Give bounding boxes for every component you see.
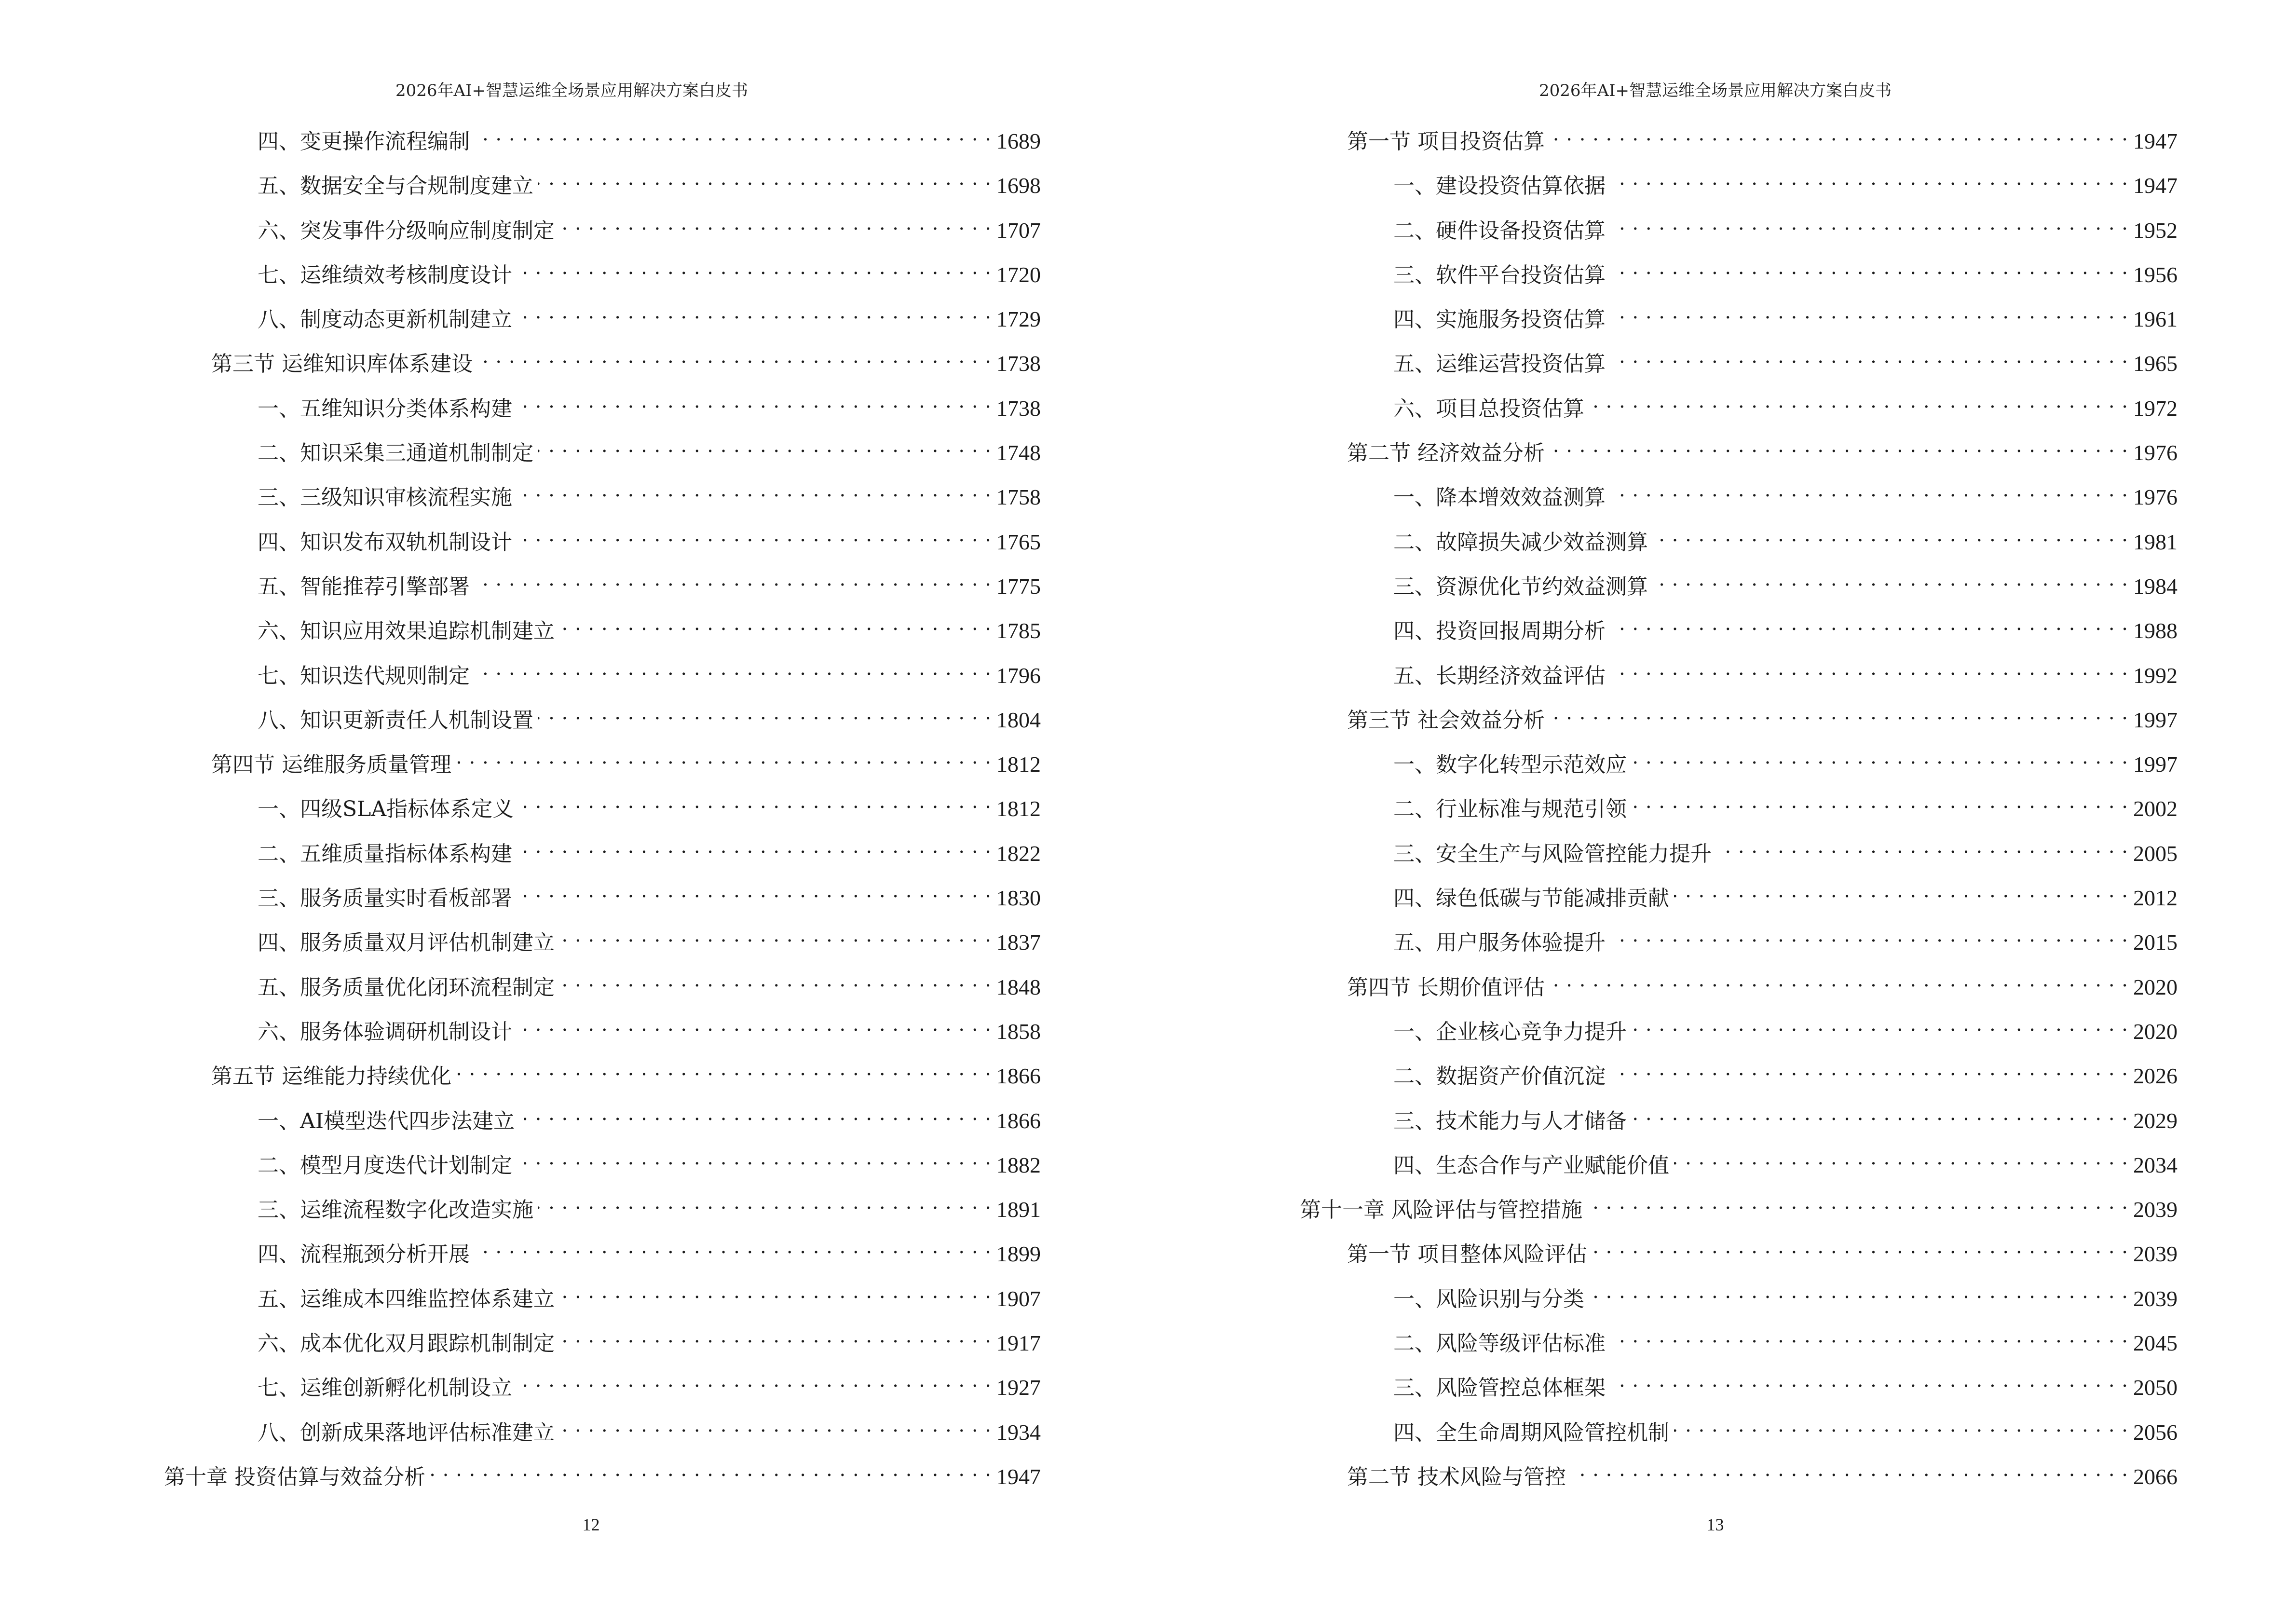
toc-entry-title: 六、知识应用效果追踪机制建立 [258,619,555,644]
dot-leader [559,966,992,995]
toc-entry-title: 三、技术能力与人才储备 [1393,1108,1627,1133]
dot-leader [518,787,992,816]
toc-entry-title: 三、资源优化节约效益测算 [1393,574,1648,599]
toc-entry-title: 五、长期经济效益评估 [1393,663,1606,688]
toc-entry-title: 第三节 社会效益分析 [1347,708,1545,733]
toc-entry-page-number: 2034 [2133,1152,2178,1177]
toc-entry-item[interactable] [1300,787,2178,832]
toc-entry-page-number: 2056 [2133,1419,2178,1445]
toc-entry-page-number: 2002 [2133,796,2178,821]
toc-entry-page-number: 2039 [2133,1197,2178,1222]
toc-entry-item[interactable] [164,1366,1041,1410]
toc-entry-page-number: 1907 [996,1286,1041,1311]
toc-entry-title: 四、绿色低碳与节能减排贡献 [1393,886,1669,911]
toc-entry-title: 二、行业标准与规范引领 [1393,797,1627,822]
dot-leader [1610,164,2128,193]
toc-entry-item[interactable] [164,120,1041,164]
toc-entry-item[interactable] [164,520,1041,565]
toc-entry-title: 三、三级知识审核流程实施 [258,485,512,510]
toc-entry-item[interactable] [164,164,1041,208]
page-number: 13 [1706,1515,1724,1534]
toc-entry-title: 第四节 长期价值评估 [1347,975,1545,1000]
toc-entry-item[interactable] [164,387,1041,431]
toc-entry-page-number: 1848 [996,974,1041,999]
dot-leader [517,298,992,327]
toc-entry-title: 一、AI模型迭代四步法建立 [258,1108,515,1133]
toc-entry-item[interactable] [1300,743,2178,787]
toc-entry-title: 四、生态合作与产业赋能价值 [1393,1153,1669,1178]
dot-leader [1674,876,2128,905]
toc-entry-page-number: 2045 [2133,1331,2178,1356]
toc-entry-title: 二、硬件设备投资估算 [1393,218,1606,243]
toc-entry-page-number: 1947 [996,1464,1041,1489]
toc-entry-title: 二、五维质量指标体系构建 [258,841,512,866]
toc-entry-item[interactable] [164,698,1041,743]
toc-entry-title: 一、降本增效效益测算 [1393,485,1606,510]
dot-leader [430,1455,992,1484]
toc-entry-title: 一、四级SLA指标体系定义 [258,797,514,822]
dot-leader [1592,1232,2128,1261]
dot-leader [1589,1277,2128,1306]
toc-entry-title: 六、突发事件分级响应制度制定 [258,218,555,243]
toc-entry-item[interactable] [1300,1099,2178,1144]
dot-leader [1610,1366,2128,1395]
toc-entry-page-number: 1738 [996,351,1041,376]
toc-entry-title: 二、知识采集三通道机制制定 [258,441,533,466]
toc-entry-item[interactable] [164,431,1041,476]
toc-entry-title: 第二节 经济效益分析 [1347,441,1545,466]
dot-leader [559,1277,992,1306]
toc-entry-page-number: 1738 [996,396,1041,421]
dot-leader [475,654,992,683]
toc-entry-page-number: 1997 [2133,707,2178,732]
toc-entry-title: 一、建设投资估算依据 [1393,174,1606,199]
toc-entry-page-number: 1689 [996,129,1041,153]
toc-entry-page-number: 1804 [996,707,1041,732]
toc-entry-page-number: 2012 [2133,886,2178,911]
toc-entry-item[interactable] [1300,1277,2178,1322]
toc-entry-item[interactable] [164,1188,1041,1232]
dot-leader [1550,120,2128,149]
toc-entry-title: 第五节 运维能力持续优化 [211,1064,451,1089]
dot-leader [517,520,992,549]
dot-leader [1550,431,2128,460]
toc-entry-title: 二、模型月度迭代计划制定 [258,1153,512,1178]
toc-entry-page-number: 1947 [2133,173,2178,198]
dot-leader [517,253,992,282]
dot-leader [456,743,992,772]
toc-entry-section[interactable] [1300,120,2178,164]
toc-entry-page-number: 1917 [996,1331,1041,1356]
toc-entry-page-number: 1965 [2133,351,2178,376]
toc-entry-title: 八、创新成果落地评估标准建立 [258,1420,555,1445]
toc-entry-section[interactable] [1300,966,2178,1010]
toc-entry-page-number: 1707 [996,218,1041,243]
toc-entry-page-number: 1698 [996,173,1041,198]
toc-entry-page-number: 2020 [2133,974,2178,999]
toc-entry-title: 一、五维知识分类体系构建 [258,396,512,421]
toc-entry-title: 第十一章 风险评估与管控措施 [1300,1198,1582,1223]
dot-leader [517,387,992,416]
dot-leader [1632,743,2128,772]
toc-entry-page-number: 1992 [2133,663,2178,688]
dot-leader [1610,476,2128,505]
dot-leader [559,609,992,638]
toc-entry-page-number: 1981 [2133,529,2178,554]
toc-entry-item[interactable] [164,298,1041,342]
toc-entry-item[interactable] [1300,876,2178,921]
dot-leader [1674,1411,2128,1440]
toc-entry-item[interactable] [1300,209,2178,253]
dot-leader [517,832,992,861]
dot-leader [1653,565,2128,594]
toc-page-right [1144,0,2287,1624]
toc-entry-page-number: 2066 [2133,1464,2178,1489]
dot-leader [1610,253,2128,282]
toc-entry-page-number: 1934 [996,1419,1041,1445]
toc-entry-title: 五、运维运营投资估算 [1393,352,1606,377]
toc-entry-title: 八、知识更新责任人机制设置 [258,708,533,733]
toc-entry-title: 一、企业核心竞争力提升 [1393,1019,1627,1044]
toc-entry-item[interactable] [164,1144,1041,1188]
toc-entry-page-number: 1976 [2133,485,2178,510]
toc-entry-section[interactable] [1300,431,2178,476]
toc-entry-item[interactable] [1300,164,2178,208]
toc-entry-title: 六、项目总投资估算 [1393,396,1584,421]
dot-leader [1610,654,2128,683]
toc-entry-item[interactable] [164,253,1041,298]
toc-entry-section[interactable] [164,342,1041,386]
toc-entry-title: 三、运维流程数字化改造实施 [258,1198,533,1223]
toc-entry-item[interactable] [1300,342,2178,386]
toc-entry-item[interactable] [164,921,1041,965]
toc-entry-title: 一、风险识别与分类 [1393,1286,1584,1311]
toc-entry-item[interactable] [164,209,1041,253]
toc-entry-item[interactable] [164,1099,1041,1144]
toc-entry-title: 八、制度动态更新机制建立 [258,307,512,332]
dot-leader [477,342,992,371]
toc-entry-item[interactable] [164,1277,1041,1322]
dot-leader [1610,1322,2128,1351]
toc-entry-title: 第一节 项目投资估算 [1347,129,1545,154]
toc-entry-page-number: 1947 [2133,129,2178,153]
toc-entry-item[interactable] [1300,298,2178,342]
toc-entry-title: 四、变更操作流程编制 [258,129,470,154]
toc-entry-page-number: 1988 [2133,618,2178,643]
toc-entry-page-number: 1972 [2133,396,2178,421]
toc-entry-title: 五、服务质量优化闭环流程制定 [258,975,555,1000]
toc-entry-title: 三、安全生产与风险管控能力提升 [1393,841,1712,866]
dot-leader [517,1144,992,1173]
toc-entry-page-number: 1891 [996,1197,1041,1222]
dot-leader [1632,1010,2128,1039]
toc-entry-page-number: 1758 [996,485,1041,510]
toc-entry-item[interactable] [1300,654,2178,698]
toc-entry-item[interactable] [1300,520,2178,565]
toc-entry-title: 五、智能推荐引擎部署 [258,574,470,599]
toc-entry-item[interactable] [1300,609,2178,654]
toc-entry-title: 四、流程瓶颈分析开展 [258,1242,470,1267]
toc-entry-title: 三、软件平台投资估算 [1393,262,1606,287]
toc-entry-item[interactable] [164,787,1041,832]
dot-leader [1674,1144,2128,1173]
dot-leader [517,1366,992,1395]
toc-entry-title: 六、成本优化双月跟踪机制制定 [258,1331,555,1356]
toc-entry-page-number: 2015 [2133,930,2178,955]
toc-entry-page-number: 1952 [2133,218,2178,243]
toc-entry-page-number: 1830 [996,886,1041,911]
toc-entry-chapter[interactable] [164,1455,1041,1500]
toc-entry-item[interactable] [1300,253,2178,298]
toc-entry-title: 四、投资回报周期分析 [1393,619,1606,644]
toc-entry-title: 七、运维创新孵化机制设立 [258,1376,512,1401]
dot-leader [519,1099,992,1128]
toc-entry-title: 七、知识迭代规则制定 [258,663,470,688]
toc-entry-item[interactable] [164,476,1041,520]
toc-entry-page-number: 1899 [996,1242,1041,1267]
page-number: 12 [582,1515,600,1534]
toc-entry-item[interactable] [1300,387,2178,431]
toc-entry-title: 第二节 技术风险与管控 [1347,1464,1566,1489]
toc-entry-page-number: 1720 [996,262,1041,287]
toc-entry-page-number: 1882 [996,1152,1041,1177]
toc-entry-item[interactable] [1300,832,2178,876]
dot-leader [475,1232,992,1261]
toc-entry-page-number: 1812 [996,796,1041,821]
toc-entry-title: 七、运维绩效考核制度设计 [258,262,512,287]
toc-entry-item[interactable] [164,966,1041,1010]
toc-entry-title: 四、实施服务投资估算 [1393,307,1606,332]
toc-entry-title: 一、数字化转型示范效应 [1393,752,1627,778]
toc-entry-page-number: 1866 [996,1064,1041,1089]
toc-entry-page-number: 1775 [996,573,1041,599]
toc-entry-item[interactable] [164,1010,1041,1054]
toc-entry-page-number: 1858 [996,1019,1041,1044]
dot-leader [1653,520,2128,549]
toc-entry-section[interactable] [164,1054,1041,1099]
toc-entry-page-number: 1765 [996,529,1041,554]
toc-entry-item[interactable] [1300,476,2178,520]
toc-entry-page-number: 2039 [2133,1242,2178,1267]
dot-leader [1610,298,2128,327]
toc-entry-item[interactable] [164,876,1041,921]
dot-leader [475,120,992,149]
toc-entry-page-number: 2020 [2133,1019,2178,1044]
toc-entry-item[interactable] [1300,921,2178,965]
toc-entry-page-number: 1812 [996,752,1041,777]
toc-entry-page-number: 1927 [996,1375,1041,1400]
toc-entry-item[interactable] [164,832,1041,876]
dot-leader [456,1054,992,1083]
dot-leader [1589,387,2128,416]
toc-entry-item[interactable] [1300,1010,2178,1054]
toc-entry-page-number: 1866 [996,1108,1041,1133]
dot-leader [517,476,992,505]
dot-leader [1610,921,2128,950]
running-header: 2026年AI+智慧运维全场景应用解决方案白皮书 [395,81,748,100]
toc-list [164,120,1041,1500]
toc-entry-title: 五、用户服务体验提升 [1393,930,1606,955]
dot-leader [1632,787,2128,816]
toc-entry-item[interactable] [164,654,1041,698]
dot-leader [538,164,992,193]
toc-entry-page-number: 2029 [2133,1108,2178,1133]
dot-leader [475,565,992,594]
dot-leader [1610,342,2128,371]
dot-leader [1587,1188,2128,1217]
toc-entry-page-number: 1961 [2133,307,2178,332]
toc-entry-title: 四、服务质量双月评估机制建立 [258,930,555,955]
toc-entry-title: 二、数据资产价值沉淀 [1393,1064,1606,1089]
toc-entry-title: 六、服务体验调研机制设计 [258,1019,512,1044]
toc-entry-page-number: 2050 [2133,1375,2178,1400]
dot-leader [1610,609,2128,638]
toc-entry-section[interactable] [1300,1232,2178,1277]
dot-leader [1610,209,2128,238]
toc-entry-title: 三、服务质量实时看板部署 [258,886,512,911]
toc-entry-item[interactable] [1300,1144,2178,1188]
toc-entry-page-number: 1837 [996,930,1041,955]
toc-entry-item[interactable] [164,565,1041,609]
toc-entry-title: 第三节 运维知识库体系建设 [211,352,473,377]
dot-leader [1550,966,2128,995]
dot-leader [559,209,992,238]
toc-entry-page-number: 1748 [996,440,1041,465]
toc-entry-title: 五、数据安全与合规制度建立 [258,174,533,199]
toc-entry-title: 第四节 运维服务质量管理 [211,752,451,778]
dot-leader [1632,1099,2128,1128]
toc-entry-page-number: 1822 [996,841,1041,866]
toc-entry-item[interactable] [1300,1322,2178,1366]
toc-entry-page-number: 2026 [2133,1064,2178,1089]
running-header: 2026年AI+智慧运维全场景应用解决方案白皮书 [1539,81,1892,100]
toc-entry-page-number: 1984 [2133,573,2178,599]
toc-entry-item[interactable] [1300,1366,2178,1410]
toc-entry-title: 二、故障损失减少效益测算 [1393,530,1648,555]
toc-entry-title: 第十章 投资估算与效益分析 [164,1464,425,1489]
toc-entry-item[interactable] [164,1411,1041,1455]
toc-entry-title: 四、知识发布双轨机制设计 [258,530,512,555]
toc-entry-page-number: 2005 [2133,841,2178,866]
toc-entry-item[interactable] [1300,1054,2178,1099]
dot-leader [1610,1054,2128,1083]
toc-entry-item[interactable] [164,1322,1041,1366]
toc-entry-item[interactable] [164,609,1041,654]
toc-entry-title: 第一节 项目整体风险评估 [1347,1242,1587,1267]
dot-leader [517,876,992,905]
toc-entry-title: 五、运维成本四维监控体系建立 [258,1286,555,1311]
toc-entry-title: 三、风险管控总体框架 [1393,1376,1606,1401]
toc-entry-item[interactable] [1300,565,2178,609]
toc-entry-page-number: 1956 [2133,262,2178,287]
dot-leader [559,1322,992,1351]
toc-entry-page-number: 1785 [996,618,1041,643]
toc-entry-item[interactable] [164,1232,1041,1277]
dot-leader [538,1188,992,1217]
toc-entry-page-number: 1976 [2133,440,2178,465]
dot-leader [559,921,992,950]
toc-entry-chapter[interactable] [1300,1188,2178,1232]
toc-entry-title: 二、风险等级评估标准 [1393,1331,1606,1356]
dot-leader [538,431,992,460]
toc-entry-page-number: 1997 [2133,752,2178,777]
toc-entry-section[interactable] [164,743,1041,787]
dot-leader [559,1411,992,1440]
dot-leader [1550,698,2128,727]
toc-entry-section[interactable] [1300,1455,2178,1500]
toc-list [1300,120,2178,1500]
dot-leader [517,1010,992,1039]
toc-entry-page-number: 1796 [996,663,1041,688]
dot-leader [1716,832,2128,861]
toc-entry-title: 四、全生命周期风险管控机制 [1393,1420,1669,1445]
toc-entry-section[interactable] [1300,698,2178,743]
dot-leader [538,698,992,727]
toc-entry-page-number: 2039 [2133,1286,2178,1311]
dot-leader [1571,1455,2128,1484]
toc-entry-item[interactable] [1300,1411,2178,1455]
toc-entry-page-number: 1729 [996,307,1041,332]
